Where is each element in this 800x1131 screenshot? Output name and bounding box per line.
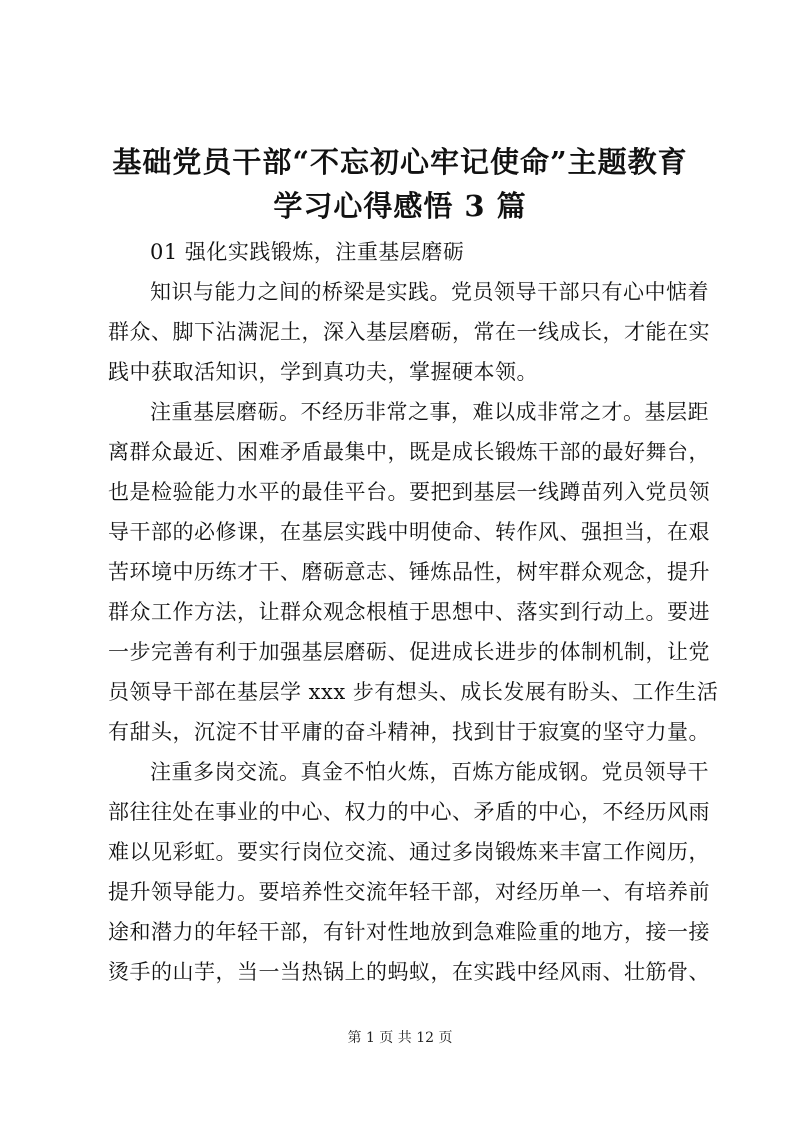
- text-line: 导干部的必修课，在基层实践中明使命、转作风、强担当，在艰: [108, 520, 710, 544]
- text-line: 提升领导能力。要培养性交流年轻干部，对经历单一、有培养前: [108, 880, 710, 904]
- text-line: 苦环境中历练才干、磨砺意志、锤炼品性，树牢群众观念，提升: [108, 560, 710, 584]
- document-title-line-1: 基础党员干部“不忘初心牢记使命”主题教育: [112, 145, 688, 179]
- text-line: 员领导干部在基层学 xxx 步有想头、成长发展有盼头、工作生活: [108, 680, 719, 704]
- section-heading: 01 强化实践锻炼，注重基层磨砺: [150, 240, 465, 264]
- text-line: 注重多岗交流。真金不怕火炼，百炼方能成钢。党员领导干: [150, 760, 709, 784]
- text-line: 践中获取活知识，学到真功夫，掌握硬本领。: [108, 360, 538, 384]
- text-line: 烫手的山芋，当一当热锅上的蚂蚁，在实践中经风雨、壮筋骨、: [108, 960, 710, 984]
- document-body: [108, 232, 719, 992]
- text-line: 难以见彩虹。要实行岗位交流、通过多岗锻炼来丰富工作阅历，: [108, 840, 710, 864]
- text-line: 群众工作方法，让群众观念根植于思想中、落实到行动上。要进: [108, 600, 710, 624]
- text-line: 部往往处在事业的中心、权力的中心、矛盾的中心，不经历风雨: [108, 800, 710, 824]
- page-number-footer: 第 1 页 共 12 页: [347, 1030, 453, 1046]
- text-line: 注重基层磨砺。不经历非常之事，难以成非常之才。基层距: [150, 400, 709, 424]
- document-title-line-2: 学习心得感悟 3 篇: [273, 189, 527, 223]
- text-line: 有甜头，沉淀不甘平庸的奋斗精神，找到甘于寂寞的坚守力量。: [108, 720, 710, 744]
- text-line: 群众、脚下沾满泥土，深入基层磨砺，常在一线成长，才能在实: [108, 320, 710, 344]
- text-line: 离群众最近、困难矛盾最集中，既是成长锻炼干部的最好舞台，: [108, 440, 710, 464]
- text-line: 知识与能力之间的桥梁是实践。党员领导干部只有心中惦着: [150, 280, 709, 304]
- text-line: 一步完善有利于加强基层磨砺、促进成长进步的体制机制，让党: [108, 640, 710, 664]
- text-line: 也是检验能力水平的最佳平台。要把到基层一线蹲苗列入党员领: [108, 480, 710, 504]
- text-line: 途和潜力的年轻干部，有针对性地放到急难险重的地方，接一接: [108, 920, 710, 944]
